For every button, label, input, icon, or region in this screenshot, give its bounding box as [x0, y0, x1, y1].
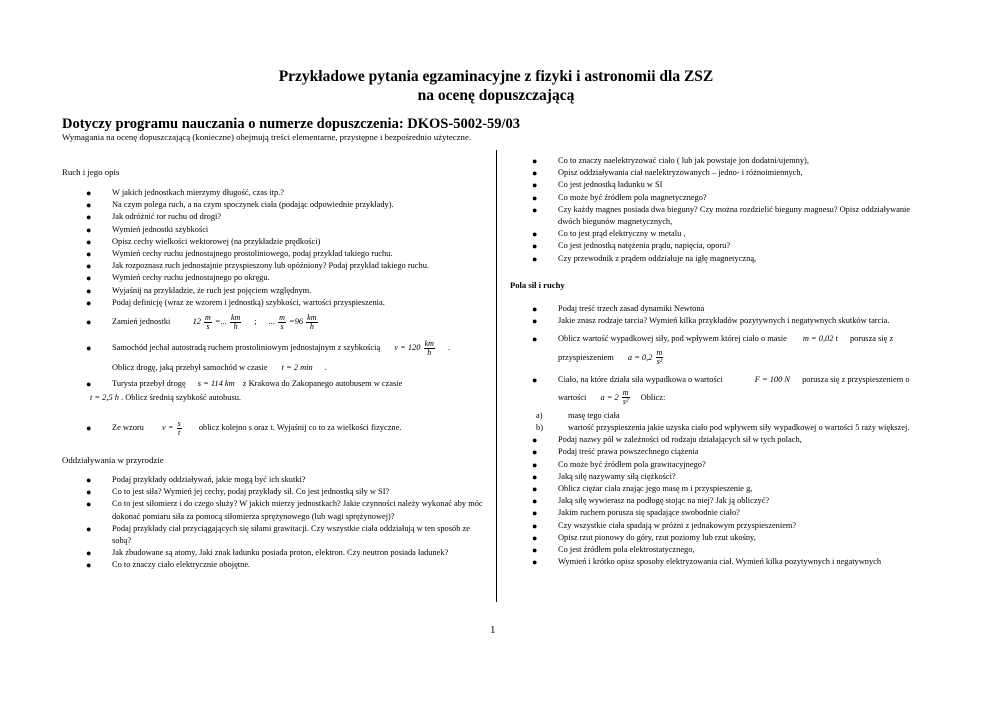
force-calc-line2-text: przyspieszeniem: [558, 352, 614, 362]
body-force-item: [532, 374, 932, 386]
units-label: Zamień jednostki: [112, 317, 171, 327]
list-item: ● Jaką siłę nazywamy siłą ciężkości?: [532, 471, 932, 483]
list-item: ● Jakie znasz rodzaje tarcia? Wymień kilka przykładów pozytywnych i negatywnych skutków tarcia.: [532, 315, 932, 327]
body-force-sublist: [532, 410, 932, 434]
list-item: ● Co to jest prąd elektryczny w metalu ,: [532, 228, 932, 240]
units-a-eq: =...: [214, 317, 227, 327]
units-b-value: ...: [268, 317, 276, 327]
column-divider: [496, 150, 497, 602]
car-dot: .: [448, 343, 451, 353]
list-item: ● Co jest źródłem pola elektrostatycznego,: [532, 544, 932, 556]
body-force-line2: [532, 388, 932, 408]
formula-text: oblicz kolejno s oraz t. Wyjaśnij co to za wielkości fizyczne.: [198, 423, 402, 433]
car-speed-unit: $\frac{km}{h}$: [424, 338, 434, 357]
tourist-text-c: . Oblicz średnią szybkość autobusu.: [121, 393, 242, 403]
list-item: ● W jakich jednostkach mierzymy długość, czas itp.?: [86, 187, 486, 199]
formula-fraction: $\frac{s}{t}$: [177, 419, 181, 438]
car-line2-end: .: [324, 363, 327, 373]
car-text: Samochód jechał autostradą ruchem prostoliniowym jednostajnym z szybkością: [112, 343, 381, 353]
section-title-motion: Ruch i jego opis: [62, 167, 120, 177]
list-item: ● Wymień cechy ruchu jednostajnego po okręgu.: [86, 272, 486, 284]
force-calc-line2: [532, 348, 932, 368]
list-item: ● Wymień cechy ruchu jednostajnego prostoliniowego, podaj przykład takiego ruchu.: [86, 248, 486, 260]
list-item: ● Co może być źródłem pola magnetycznego?: [532, 192, 932, 204]
body-force-accel-unit: $\frac{m}{\text{s²}}$: [622, 388, 629, 407]
page-number: 1: [490, 624, 496, 636]
body-force-text: Ciało, na które działa siła wypadkowa o wartości: [558, 374, 723, 384]
list-item: ● Czy przewodnik z prądem oddziałuje na igłę magnetyczną,: [532, 253, 932, 265]
motion-question-list: [86, 187, 486, 438]
list-item: ● Podaj przykłady oddziaływań, jakie mogą być ich skutki?: [86, 474, 484, 486]
body-force-text-b: porusza się z przyspieszeniem o: [802, 374, 910, 384]
section-title-interactions: Oddziaływania w przyrodzie: [62, 455, 164, 465]
force-calc-text-b: porusza się z: [849, 334, 894, 344]
car-speed: v = 120: [394, 343, 421, 353]
list-item: ● Wymień i krótko opisz sposoby elektryzowania ciał. Wymień kilka pozytywnych i negatywnych: [532, 556, 932, 568]
list-item: ● Co może być źródłem pola grawitacyjnego?: [532, 459, 932, 471]
list-item: ● Jakim ruchem porusza się spadające swobodnie ciało?: [532, 507, 932, 519]
units-b-unit: $\frac{km}{h}$: [307, 312, 317, 331]
list-item: ● Podaj przykłady ciał przyciągających się siłami grawitacji. Czy wszystkie ciała oddziałują w ten sposób ze sobą?: [86, 523, 484, 547]
fields-question-list: [532, 303, 932, 568]
units-separator: ;: [254, 317, 257, 327]
formula-prefix: Ze wzoru: [112, 423, 144, 433]
body-force-calc: Oblicz:: [640, 392, 666, 402]
list-item: ● Co jest jednostką ładunku w SI: [532, 179, 932, 191]
units-b-eq: =96: [289, 317, 304, 327]
body-force-accel: a = 2: [600, 392, 619, 402]
force-calc-mass: m = 0,02 t: [802, 334, 838, 344]
list-item: ● Podaj treść prawa powszechnego ciążenia: [532, 446, 932, 458]
tourist-problem-line2: [86, 392, 486, 404]
list-item: ● Jaką siłę wywierasz na podłogę stojąc na niej? Jak ją obliczyć?: [532, 495, 932, 507]
list-item: ● Jak rozpoznasz ruch jednostajnie przyspieszony lub opóźniony? Podaj przykład takiego ruchu.: [86, 260, 486, 272]
title-line-2: na ocenę dopuszczającą: [417, 87, 575, 104]
sub-item-b: b) wartość przyspieszenia jakie uzyska ciało pod wpływem siły wypadkowej o wartości 5 razy większej.: [536, 423, 910, 433]
tourist-distance: s = 114 km: [197, 379, 235, 389]
program-heading: Dotyczy programu nauczania o numerze dopuszczenia: DKOS-5002-59/03: [62, 116, 521, 132]
tourist-text-b: z Krakowa do Zakopanego autobusem w czasie: [242, 379, 403, 389]
list-item: ● Co to jest siła? Wymień jej cechy, podaj przykłady sił. Co jest jednostką siły w SI?: [86, 486, 484, 498]
force-calc-accel-unit: $\frac{m}{\text{s²}}$: [656, 348, 663, 367]
formula-item: [86, 418, 486, 438]
formula-lhs: v =: [162, 423, 174, 433]
list-item: ● Opisz oddziaływania ciał naelektryzowanych – jedno- i różnoimiennych,: [532, 167, 932, 179]
car-line2-text: Oblicz drogę, jaką przebył samochód w czasie: [112, 363, 268, 373]
interactions-question-list: [86, 474, 484, 572]
list-item: ● Co jest jednostką natężenia prądu, napięcia, oporu?: [532, 240, 932, 252]
list-item: ● Podaj definicję (wraz ze wzorem i jednostką) szybkości, wartości przyspieszenia.: [86, 297, 486, 309]
force-calc-accel: a = 0,2: [627, 352, 653, 362]
list-item: ● Co to znaczy naelektryzować ciało ( lub jak powstaje jon dodatni/ujemny),: [532, 155, 932, 167]
list-item: ● Jak zbudowane są atomy, Jaki znak ładunku posiada proton, elektron. Czy neutron posiada ładunek?: [86, 547, 484, 559]
sub-item-a: a) masę tego ciała: [536, 410, 620, 420]
units-a-fraction: $\frac{m}{s}$: [205, 312, 211, 331]
list-item: ● Czy wszystkie ciała spadają w próżni z jednakowym przyspieszeniem?: [532, 520, 932, 532]
requirements-note: Wymagania na ocenę dopuszczającą (konieczne) obejmują treści elementarne, przystępne i bezpośrednio użyteczne.: [62, 132, 472, 142]
car-problem-line2: [86, 360, 486, 376]
tourist-text-a: Turysta przebył drogę: [112, 379, 186, 389]
force-calc-item: [532, 333, 932, 345]
list-item: ● Co to jest siłomierz i do czego służy? W jakich mierzy jednostkach? Jakie czynności należy wykonać aby móc dokonać pomiaru siła za pomocą siłomierza sprężynowego (lub wagi sprężynowej)?: [86, 498, 484, 522]
list-item: ● Czy każdy magnes posiada dwa bieguny? Czy można rozdzielić bieguny magnesu? Opisz oddziaływanie dwóch biegunów magnetycznych,: [532, 204, 932, 228]
car-time: t = 2 min: [281, 363, 313, 373]
list-item: ● Oblicz ciężar ciała znając jego masę m i przyspieszenie g,: [532, 483, 932, 495]
units-a-value: 12: [192, 317, 201, 327]
body-force-value: F = 100 N: [754, 374, 790, 384]
list-item: ● Wyjaśnij na przykładzie, że ruch jest pojęciem względnym.: [86, 285, 486, 297]
units-b-fraction: $\frac{m}{s}$: [279, 312, 285, 331]
electricity-question-list: [532, 155, 932, 265]
list-item: ● Wymień jednostki szybkości: [86, 224, 486, 236]
car-problem-item: [86, 338, 486, 358]
force-calc-text: Oblicz wartość wypadkowej siły, pod wpływem której ciało o masie: [558, 334, 787, 344]
list-item: ● Na czym polega ruch, a na czym spoczynek ciała (podając odpowiednie przykłady).: [86, 199, 486, 211]
list-item: ● Co to znaczy ciało elektrycznie obojętne.: [86, 559, 484, 571]
title-line-1: Przykładowe pytania egzaminacyjne z fizyki i astronomii dla ZSZ: [278, 68, 714, 85]
list-item: ● Podaj treść trzech zasad dynamiki Newtona: [532, 303, 932, 315]
units-a-unit: $\frac{km}{h}$: [230, 312, 241, 331]
tourist-time: t = 2,5 h: [90, 393, 119, 403]
units-conversion-item: [86, 312, 486, 332]
list-item: ● Opisz cechy wielkości wektorowej (na przykładzie prędkości): [86, 236, 486, 248]
section-title-fields: Pola sił i ruchy: [510, 280, 565, 290]
list-item: ● Podaj nazwy pól w zależności od rodzaju działających sił w tych polach,: [532, 434, 932, 446]
tourist-problem-item: [86, 378, 486, 390]
list-item: ● Opisz rzut pionowy do góry, rzut poziomy lub rzut ukośny,: [532, 532, 932, 544]
list-item: ● Jak odróżnić tor ruchu od drogi?: [86, 211, 486, 223]
body-force-line2-text: wartości: [558, 392, 587, 402]
